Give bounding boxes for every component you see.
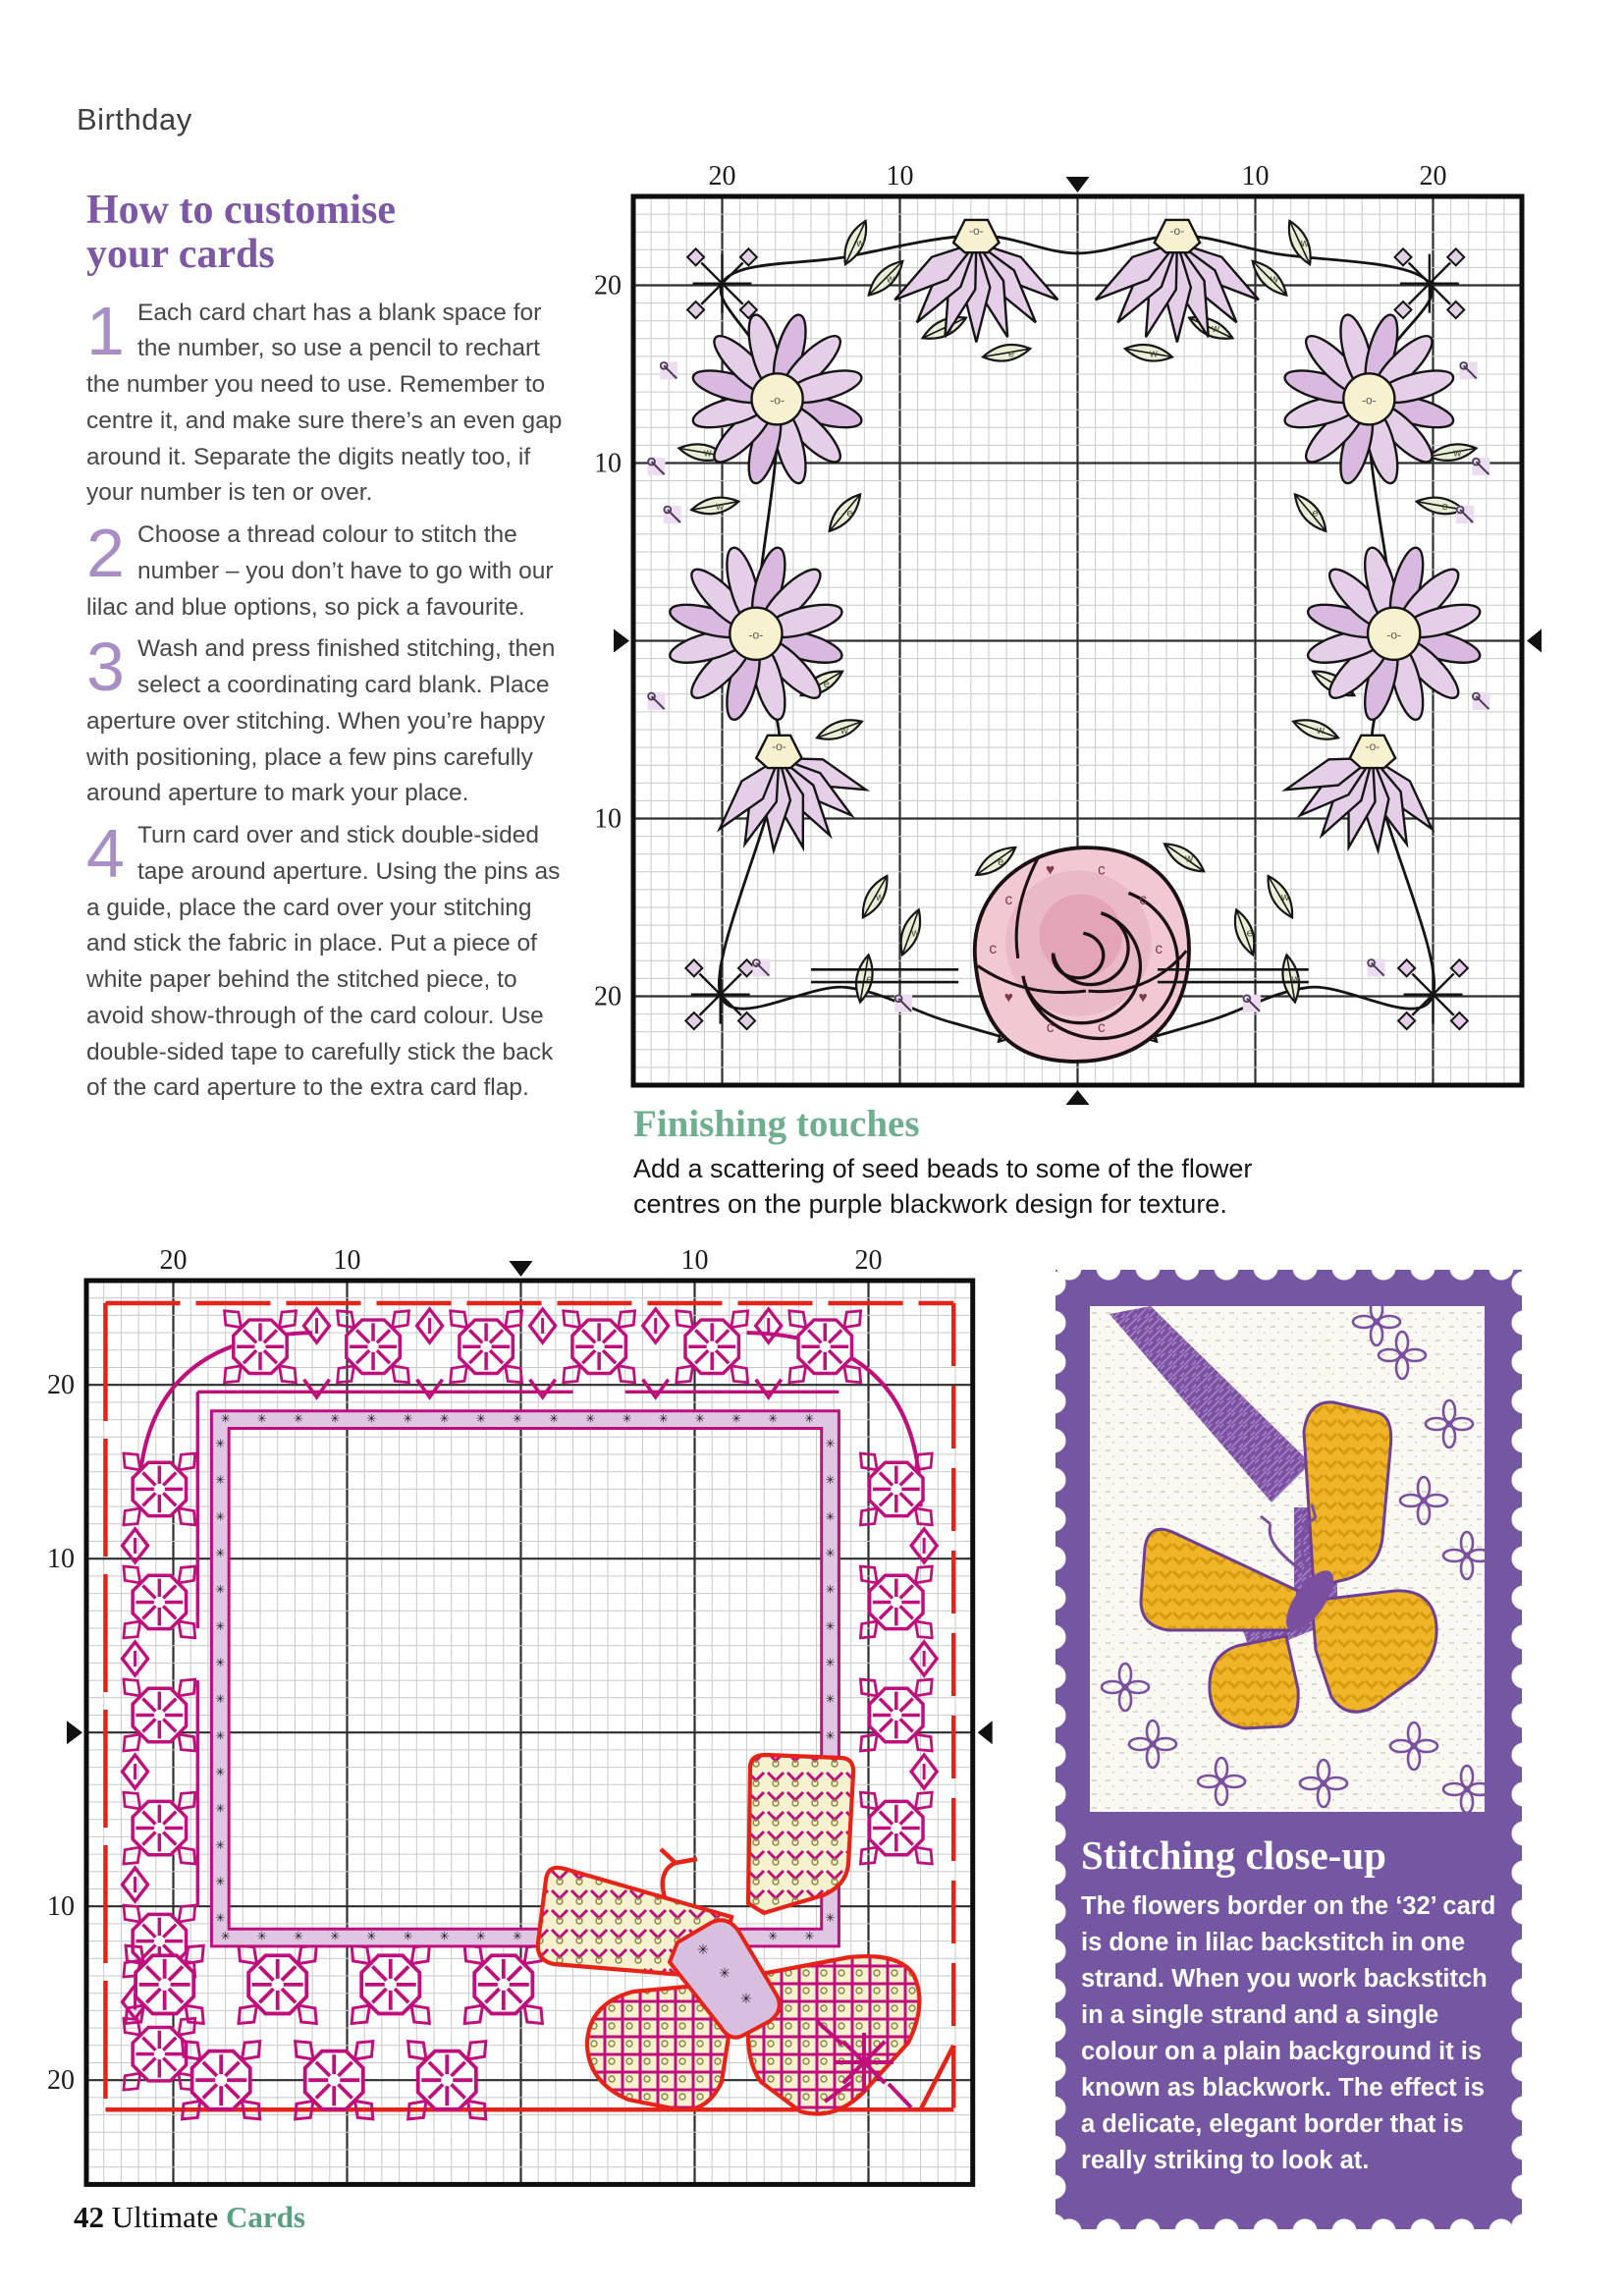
- svg-text:w: w: [887, 273, 894, 286]
- svg-text:✳: ✳: [215, 1546, 226, 1560]
- blackwork-bud: [643, 1309, 669, 1342]
- svg-text:✳: ✳: [293, 1411, 303, 1426]
- svg-text:✳: ✳: [694, 1411, 705, 1426]
- svg-text:20: 20: [594, 270, 622, 301]
- svg-text:✳: ✳: [512, 1929, 522, 1943]
- svg-text:10: 10: [47, 1544, 75, 1575]
- svg-text:-o-: -o-: [1169, 224, 1185, 239]
- svg-text:✳: ✳: [220, 1929, 231, 1943]
- page-number: 42: [74, 2200, 104, 2234]
- how-to-title: [86, 189, 573, 278]
- leaf-motif: [1428, 441, 1478, 465]
- leaf-motif: [814, 714, 865, 746]
- sprig-motif: [685, 959, 755, 1029]
- coneflower-motif: [1096, 220, 1259, 343]
- svg-text:✳: ✳: [731, 1411, 742, 1426]
- svg-text:w: w: [1271, 273, 1278, 286]
- svg-text:20: 20: [854, 1245, 883, 1276]
- blackwork-flower: [124, 1453, 195, 1525]
- leaf-motif: [856, 872, 896, 923]
- daisy-motif: [690, 311, 865, 486]
- svg-text:✳: ✳: [215, 1436, 226, 1450]
- svg-text:w: w: [703, 447, 712, 460]
- magazine-name: Ultimate: [111, 2200, 219, 2234]
- svg-text:✳: ✳: [215, 1473, 226, 1488]
- pin-symbol: [660, 361, 677, 379]
- svg-text:e: e: [1246, 927, 1253, 940]
- step-3-text: Wash and press finished stitching, then select a coordinating card blank. Place aperture over stitching. When you’re happy with positioning, place a few pins carefully around aperture to mark your place.: [86, 635, 556, 807]
- svg-text:w: w: [1280, 892, 1289, 904]
- svg-text:10: 10: [333, 1245, 361, 1276]
- leaf-motif: [824, 489, 869, 537]
- sprig-motif: [687, 248, 757, 318]
- scallop-edge-bottom: [1050, 2216, 1528, 2246]
- blackwork-stitch-chart: [27, 1245, 1009, 2208]
- blackwork-chart-svg: [27, 1245, 1009, 2208]
- blackwork-flower: [677, 1311, 748, 1383]
- blackwork-bud: [911, 1755, 937, 1788]
- svg-text:w: w: [1453, 447, 1462, 460]
- svg-text:✳: ✳: [215, 1837, 226, 1852]
- pin-symbol: [1243, 995, 1261, 1012]
- svg-text:✳: ✳: [825, 1618, 836, 1633]
- svg-text:c: c: [1046, 1019, 1055, 1037]
- svg-text:✳: ✳: [220, 1411, 231, 1426]
- blackwork-bud: [123, 1529, 148, 1562]
- blackwork-bud: [417, 1309, 443, 1342]
- svg-text:20: 20: [47, 1370, 75, 1401]
- blackwork-bud: [911, 1642, 937, 1675]
- pin-symbol: [664, 506, 681, 523]
- blackwork-flower: [451, 1311, 522, 1383]
- daisy-motif: [1305, 544, 1484, 723]
- svg-text:c: c: [1004, 892, 1013, 909]
- frame-asterisks: [215, 1411, 835, 1942]
- closeup-body: The flowers border on the ‘32’ card is done in lilac backstitch in one strand. When you work backstitch in a single strand and a single colour on a plain background it is known as blackwork. The effect is a delicate, elegant border that is really striking to look at.: [1081, 1892, 1496, 2174]
- svg-text:w: w: [716, 500, 725, 513]
- svg-text:e: e: [1312, 508, 1319, 520]
- chevron: [756, 1380, 782, 1397]
- svg-text:✳: ✳: [215, 1509, 226, 1524]
- svg-text:✳: ✳: [215, 1911, 226, 1926]
- svg-text:20: 20: [708, 161, 736, 191]
- svg-text:✳: ✳: [475, 1929, 486, 1943]
- page-footer: [74, 2200, 305, 2235]
- svg-text:w: w: [1212, 322, 1220, 335]
- svg-text:w: w: [1185, 852, 1194, 865]
- step-4: [86, 815, 573, 1107]
- leaf-motif: [1282, 217, 1319, 268]
- pin-symbol: [894, 995, 912, 1012]
- step-1-numeral: 1: [86, 292, 125, 369]
- svg-text:✳: ✳: [475, 1411, 486, 1426]
- svg-text:10: 10: [594, 803, 622, 835]
- chevron: [304, 1380, 330, 1397]
- svg-text:10: 10: [680, 1245, 709, 1276]
- svg-text:✳: ✳: [825, 1655, 836, 1669]
- svg-text:c: c: [989, 940, 998, 957]
- svg-text:e: e: [823, 678, 830, 690]
- svg-text:✳: ✳: [697, 1942, 709, 1958]
- svg-text:10: 10: [886, 161, 914, 191]
- svg-text:w: w: [911, 927, 920, 940]
- svg-text:w: w: [1300, 238, 1309, 250]
- coneflower-motif: [1286, 736, 1433, 850]
- svg-text:c: c: [1155, 940, 1164, 957]
- svg-text:✳: ✳: [804, 1411, 815, 1426]
- blackwork-flower: [124, 1792, 195, 1864]
- blackwork-flower: [296, 2042, 373, 2119]
- svg-text:✳: ✳: [366, 1929, 377, 1943]
- pin-symbol: [648, 692, 666, 710]
- svg-text:✳: ✳: [825, 1509, 836, 1524]
- scallop-edge-right: [1509, 1264, 1539, 2235]
- svg-text:✳: ✳: [825, 1582, 836, 1597]
- svg-text:✳: ✳: [658, 1411, 669, 1426]
- svg-text:20: 20: [594, 981, 622, 1012]
- svg-text:✳: ✳: [403, 1411, 413, 1426]
- svg-text:-o-: -o-: [1362, 393, 1377, 408]
- blackwork-flower: [225, 1311, 297, 1383]
- blackwork-bud: [756, 1309, 782, 1342]
- pin-symbol: [1460, 361, 1478, 379]
- svg-text:-o-: -o-: [770, 393, 785, 408]
- chevron: [643, 1380, 669, 1397]
- svg-text:✳: ✳: [825, 1911, 836, 1926]
- svg-text:w: w: [1317, 725, 1326, 737]
- svg-text:w: w: [876, 892, 885, 904]
- svg-text:✳: ✳: [330, 1411, 341, 1426]
- blackwork-motifs: [105, 1303, 953, 2119]
- svg-text:✳: ✳: [215, 1874, 226, 1888]
- leaf-motif: [690, 494, 740, 519]
- magazine-name-accent: Cards: [225, 2200, 305, 2234]
- scallop-edge-left: [1039, 1264, 1068, 2235]
- svg-text:✳: ✳: [804, 1929, 815, 1943]
- svg-text:✳: ✳: [215, 1692, 226, 1707]
- wreath-stitch-chart: [594, 145, 1556, 1127]
- how-to-title-line1: How to customise: [86, 188, 396, 233]
- pin-symbol: [1472, 692, 1489, 710]
- blackwork-flower: [239, 1945, 316, 2023]
- svg-text:✳: ✳: [403, 1929, 413, 1943]
- leaf-motif: [1262, 871, 1301, 921]
- closeup-panel: [1056, 1270, 1522, 2229]
- blackwork-flower: [124, 1679, 195, 1751]
- svg-text:-o-: -o-: [968, 224, 984, 239]
- svg-text:w: w: [1291, 973, 1300, 986]
- svg-text:✳: ✳: [825, 1436, 836, 1450]
- step-3-numeral: 3: [86, 629, 125, 706]
- svg-text:e: e: [866, 973, 873, 986]
- blackwork-bud: [911, 1529, 937, 1562]
- svg-text:20: 20: [159, 1245, 188, 1276]
- blackwork-flower: [183, 2042, 260, 2119]
- svg-text:✳: ✳: [825, 1473, 836, 1488]
- closeup-text-block: [1081, 1831, 1497, 2179]
- svg-text:✳: ✳: [622, 1411, 632, 1426]
- svg-text:c: c: [1139, 892, 1147, 909]
- blackwork-flower: [860, 1792, 932, 1864]
- svg-text:10: 10: [47, 1891, 75, 1923]
- svg-text:w: w: [839, 725, 848, 737]
- step-4-text: Turn card over and stick double-sided tape around aperture. Using the pins as a guide, place the card over your stitching and stick the fabric in place. Put a piece of white paper behind the stitched piece, to avoid show-through of the card colour. Use double-sided tape to carefully stick the back of the card aperture to the extra card flap.: [86, 822, 561, 1102]
- scallop-edge-top: [1050, 1253, 1528, 1283]
- sprig-motif: [1398, 959, 1468, 1029]
- blackwork-flower: [860, 1453, 932, 1525]
- pin-symbol: [1368, 959, 1385, 977]
- sprig-motif: [1395, 248, 1465, 318]
- step-2: [86, 515, 573, 626]
- svg-text:✳: ✳: [256, 1411, 267, 1426]
- wreath-motifs: [648, 217, 1490, 1062]
- blackwork-flower: [860, 1679, 932, 1751]
- svg-text:✳: ✳: [768, 1929, 779, 1943]
- chevron: [417, 1380, 443, 1397]
- blackwork-bud: [530, 1309, 556, 1342]
- blackwork-bud: [304, 1309, 330, 1342]
- svg-text:-o-: -o-: [1386, 628, 1402, 642]
- finishing-touches: [633, 1102, 1321, 1223]
- pin-symbol: [752, 959, 770, 977]
- svg-text:10: 10: [1241, 161, 1270, 191]
- svg-text:-o-: -o-: [1365, 738, 1380, 753]
- closeup-photo: [1090, 1306, 1485, 1812]
- svg-text:✳: ✳: [256, 1929, 267, 1943]
- svg-text:✳: ✳: [768, 1411, 779, 1426]
- svg-text:✳: ✳: [825, 1546, 836, 1560]
- closeup-photo-svg: [1090, 1306, 1485, 1812]
- svg-text:✳: ✳: [719, 1966, 731, 1982]
- svg-text:✳: ✳: [825, 1692, 836, 1707]
- svg-text:✳: ✳: [439, 1411, 450, 1426]
- svg-text:✳: ✳: [740, 1992, 752, 2007]
- coneflower-motif: [894, 220, 1057, 343]
- step-1-text: Each card chart has a blank space for the number, so use a pencil to rechart the number you need to use. Remember to centre it, and make sure there’s an even gap around it. Separate the digits neatly too, if your number is ten or over.: [86, 299, 563, 507]
- svg-text:c: c: [1097, 1019, 1106, 1037]
- step-3: [86, 631, 573, 812]
- svg-text:e: e: [998, 855, 1004, 868]
- section-label: Birthday: [77, 102, 192, 137]
- daisy-motif: [667, 544, 845, 723]
- inner-dotted-frame: [211, 1411, 839, 1946]
- svg-text:♥: ♥: [1046, 861, 1056, 879]
- blackwork-bud: [123, 1868, 148, 1901]
- blackwork-flower: [464, 1945, 542, 2023]
- how-to-article: [86, 189, 573, 1113]
- pin-symbol: [1456, 506, 1474, 523]
- svg-text:-o-: -o-: [748, 628, 764, 642]
- svg-text:✳: ✳: [215, 1765, 226, 1779]
- svg-text:♥: ♥: [1138, 989, 1148, 1007]
- finishing-title: Finishing touches: [633, 1103, 920, 1145]
- svg-text:✳: ✳: [215, 1655, 226, 1669]
- svg-text:20: 20: [47, 2065, 75, 2097]
- pin-symbol: [648, 458, 666, 475]
- step-1: [86, 292, 573, 513]
- svg-text:✳: ✳: [330, 1929, 341, 1943]
- svg-text:20: 20: [1419, 161, 1447, 191]
- svg-text:✳: ✳: [825, 1728, 836, 1743]
- pin-symbol: [1472, 458, 1489, 475]
- finishing-body: Add a scattering of seed beads to some of the flower centres on the purple blackwork design for texture.: [633, 1154, 1253, 1219]
- step-2-text: Choose a thread colour to stitch the number – you don’t have to go with our lilac and blue options, so pick a favourite.: [86, 521, 554, 621]
- svg-text:e: e: [1441, 500, 1448, 513]
- daisy-motif: [1281, 311, 1456, 486]
- blackwork-flower: [789, 1311, 861, 1383]
- closeup-title: Stitching close-up: [1081, 1832, 1386, 1878]
- svg-text:✳: ✳: [549, 1411, 560, 1426]
- svg-text:e: e: [1008, 348, 1015, 360]
- blackwork-flower: [860, 1566, 932, 1638]
- svg-text:✳: ✳: [215, 1582, 226, 1597]
- blackwork-bud: [123, 1642, 148, 1675]
- leaf-motif: [1229, 906, 1262, 957]
- chevron: [530, 1380, 556, 1397]
- svg-text:✳: ✳: [215, 1618, 226, 1633]
- svg-text:♥: ♥: [1003, 989, 1013, 1007]
- step-4-numeral: 4: [86, 815, 125, 893]
- blackwork-flower: [352, 1945, 429, 2023]
- svg-text:✳: ✳: [215, 1801, 226, 1816]
- svg-text:c: c: [1097, 861, 1106, 879]
- svg-text:-o-: -o-: [772, 738, 786, 753]
- svg-text:✳: ✳: [215, 1728, 226, 1743]
- svg-text:✳: ✳: [366, 1411, 377, 1426]
- leaf-motif: [839, 218, 876, 269]
- how-to-title-line2: your cards: [86, 232, 275, 278]
- svg-text:✳: ✳: [293, 1929, 303, 1943]
- blackwork-flower: [408, 2042, 486, 2119]
- blackwork-flower: [564, 1311, 635, 1383]
- blackwork-flower: [124, 1566, 195, 1638]
- svg-text:✳: ✳: [439, 1929, 450, 1943]
- svg-text:✳: ✳: [585, 1411, 596, 1426]
- centre-markers: [67, 1261, 993, 1744]
- svg-text:w: w: [1149, 348, 1158, 360]
- blackwork-bud: [123, 1755, 148, 1788]
- wreath-chart-svg: [594, 145, 1556, 1127]
- svg-text:w: w: [856, 238, 865, 250]
- rose-motif: [975, 847, 1189, 1062]
- step-2-numeral: 2: [86, 515, 125, 592]
- svg-text:e: e: [846, 508, 853, 520]
- svg-text:✳: ✳: [512, 1411, 522, 1426]
- svg-text:10: 10: [594, 448, 622, 479]
- coneflower-motif: [720, 736, 866, 850]
